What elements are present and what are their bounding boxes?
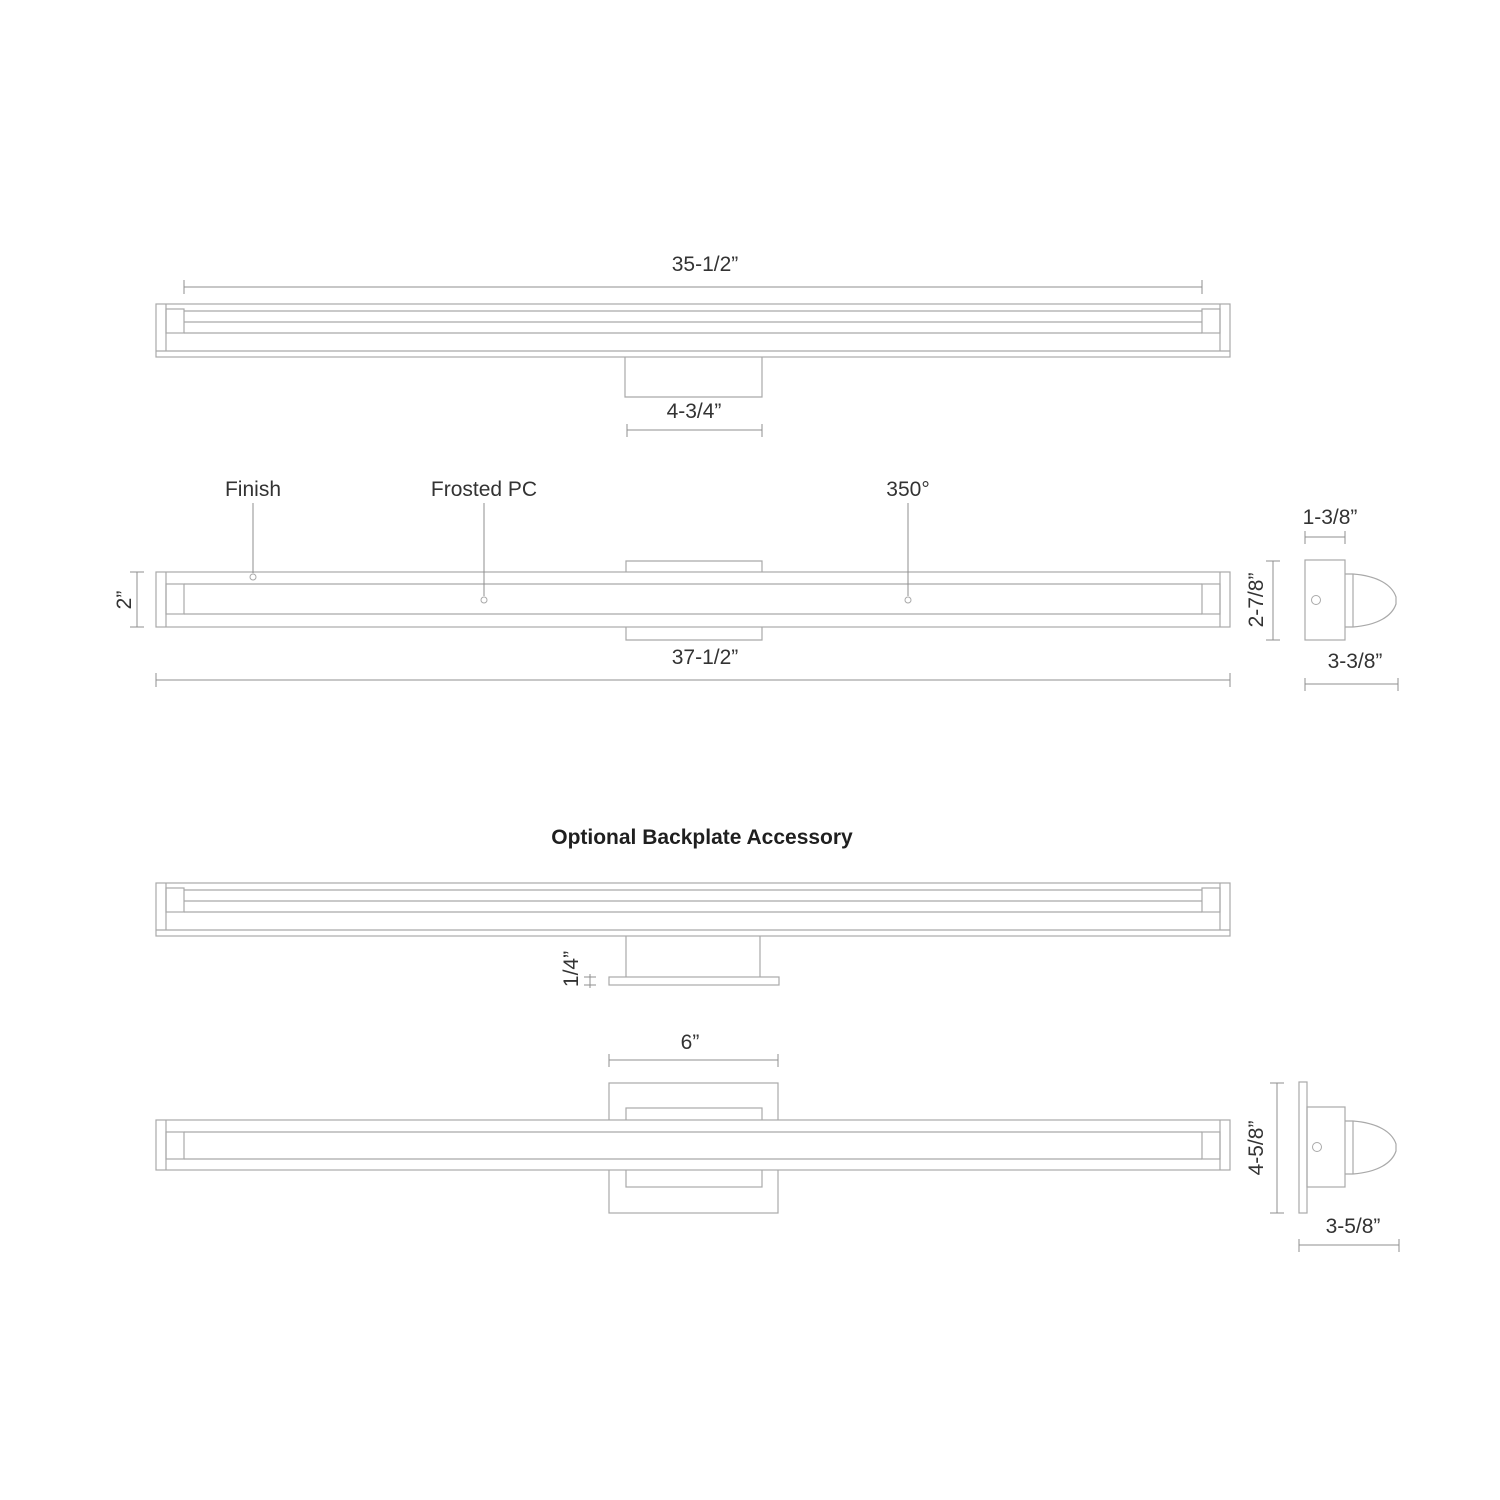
dimension-line xyxy=(609,1054,778,1067)
dimension-line xyxy=(627,424,762,437)
backplate-edge-on xyxy=(609,977,779,985)
lens-lines xyxy=(184,584,1202,614)
backplate-front-view xyxy=(156,1083,1230,1213)
rotation-label: 350° xyxy=(886,478,930,501)
bracket-stem xyxy=(626,936,760,977)
left-end-cap xyxy=(166,309,184,333)
dimension-line xyxy=(1299,1239,1399,1252)
housing-outline xyxy=(156,883,1230,936)
dimension-line xyxy=(1305,678,1398,691)
dim-label-overall-width: 37-1/2” xyxy=(671,646,739,669)
dim-label-body-height: 2” xyxy=(113,590,136,610)
leader-dot xyxy=(250,574,256,580)
tube-lines xyxy=(184,311,1202,333)
screw-hole xyxy=(1313,1143,1322,1152)
backplate-side-view xyxy=(1299,1082,1396,1213)
main-front-view xyxy=(156,561,1230,640)
main-top-view xyxy=(156,304,1230,397)
dimension-line xyxy=(1270,1083,1284,1213)
backplate-strip xyxy=(1299,1082,1307,1213)
leader-dot xyxy=(905,597,911,603)
dimension-line xyxy=(1266,561,1280,640)
dim-label-bracket-width: 4-3/4” xyxy=(666,400,722,423)
dimension-line xyxy=(584,974,596,988)
right-end-cap xyxy=(1202,584,1220,614)
dim-side-overall-depth xyxy=(1305,650,1398,691)
bracket-tab-top xyxy=(626,561,762,572)
dim-backplate-height xyxy=(1245,1083,1284,1213)
dim-label-side-depth: 3-5/8” xyxy=(1325,1215,1381,1238)
dim-backplate-width xyxy=(609,1031,778,1067)
lens-label: Frosted PC xyxy=(430,478,538,501)
housing-outline xyxy=(156,304,1230,357)
end-trim-lines xyxy=(166,572,1220,627)
backplate-top-view xyxy=(156,883,1230,988)
dim-front-overall-height xyxy=(1245,561,1280,640)
dim-label-backplate-width: 6” xyxy=(680,1031,700,1054)
dimension-line xyxy=(156,673,1230,687)
dimension-line xyxy=(1305,531,1345,544)
finish-label: Finish xyxy=(224,478,282,501)
left-end-cap xyxy=(166,584,184,614)
dim-label-overall-depth: 3-3/8” xyxy=(1327,650,1383,673)
right-end-cap xyxy=(1202,309,1220,333)
dim-front-body-height xyxy=(113,572,144,627)
left-end-cap xyxy=(166,888,184,912)
callout-finish xyxy=(225,478,281,580)
mounting-bracket xyxy=(625,357,762,397)
dim-top-bracket-width xyxy=(627,400,762,437)
dim-label-backplate-height: 4-5/8” xyxy=(1245,1120,1268,1176)
dim-label-overall-height: 2-7/8” xyxy=(1245,572,1268,628)
tube-lines xyxy=(184,890,1202,912)
housing-outline xyxy=(156,1120,1230,1170)
dim-front-overall-width xyxy=(156,646,1230,687)
dim-side-body-width xyxy=(1303,506,1358,544)
dim-label-plate-thickness: 1/4” xyxy=(560,950,583,988)
leader-dot xyxy=(481,597,487,603)
dim-backplate-side-depth xyxy=(1299,1215,1399,1252)
dim-label-overall-width: 35-1/2” xyxy=(671,253,739,276)
housing-outline xyxy=(156,572,1230,627)
screw-hole xyxy=(1312,596,1321,605)
dim-top-overall-width xyxy=(184,253,1202,294)
dim-backplate-thickness xyxy=(560,951,596,988)
right-end-cap xyxy=(1202,888,1220,912)
dimension-line xyxy=(184,280,1202,294)
section-title: Optional Backplate Accessory xyxy=(551,826,853,849)
main-side-view xyxy=(1305,560,1396,640)
bracket-tab-bottom xyxy=(626,627,762,640)
dim-label-body-width: 1-3/8” xyxy=(1302,506,1358,529)
